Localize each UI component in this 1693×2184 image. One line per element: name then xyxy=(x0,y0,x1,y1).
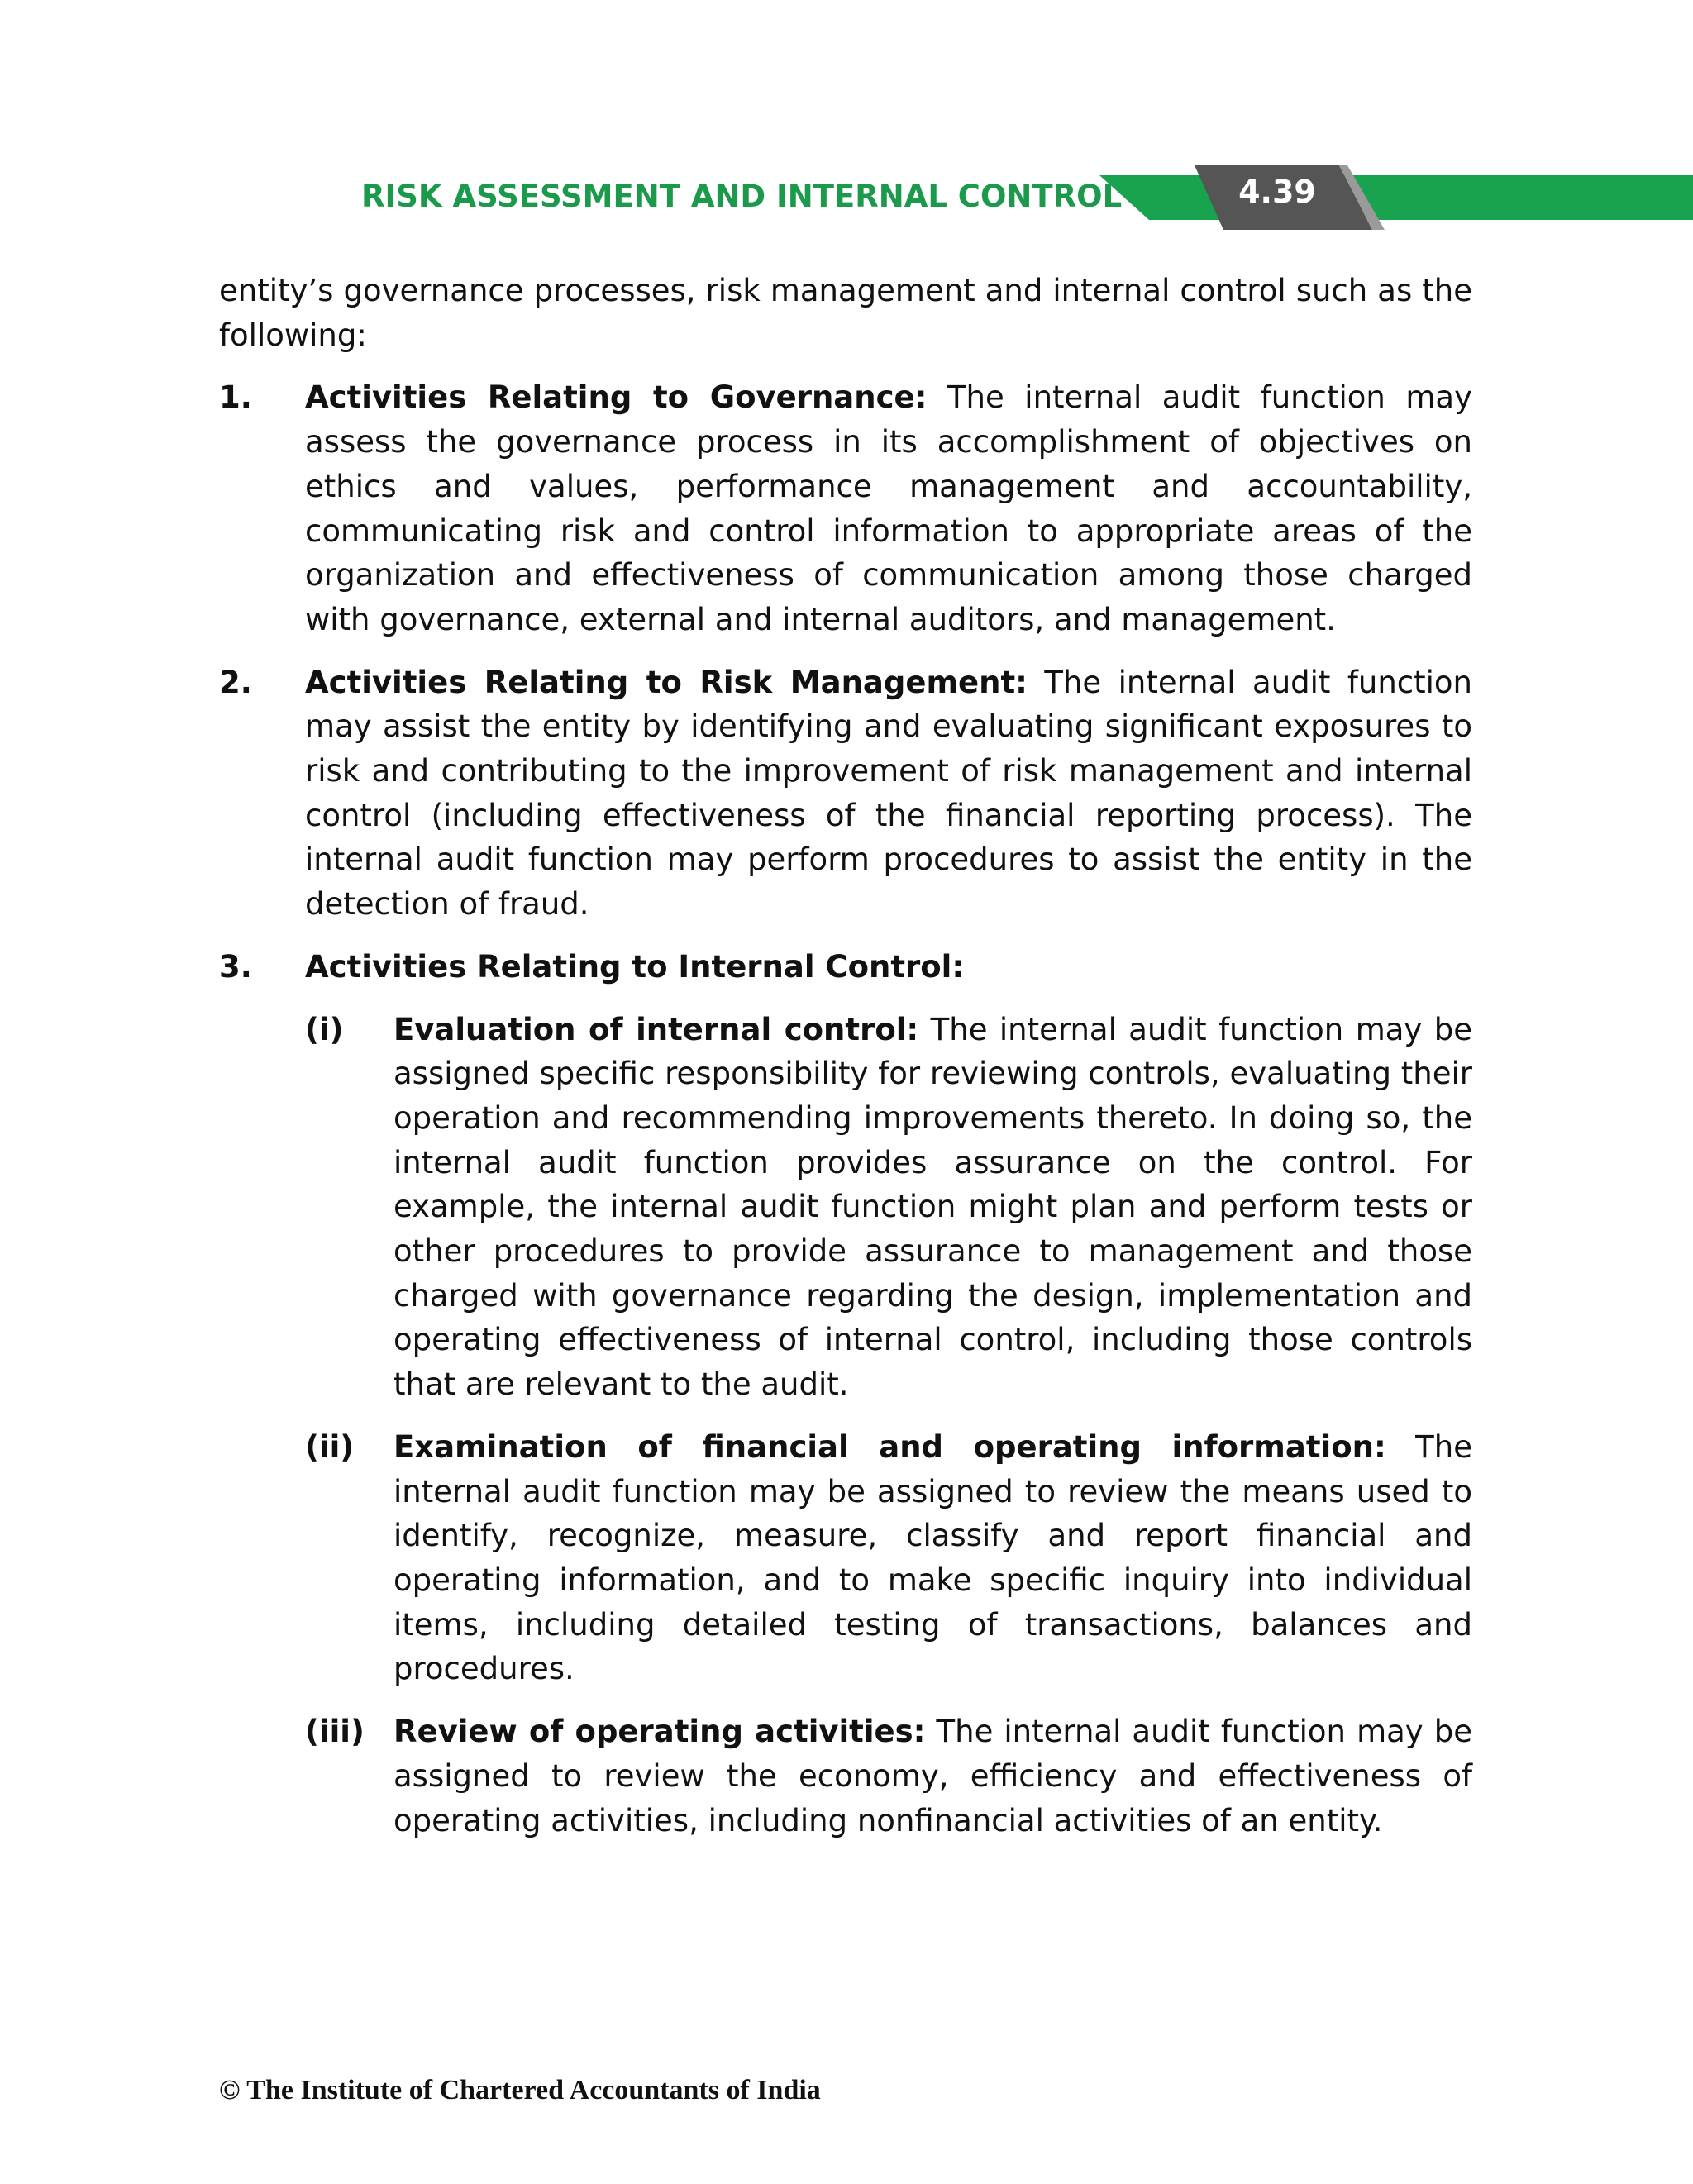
item-text: The internal audit function may assist the entity by identifying and evaluating significant exposures to risk and contributing to the improvement of risk management and internal control (including effectiveness of the financial reporting process). The internal audit function may perform procedures to assist the entity in the detection of fraud. xyxy=(305,664,1472,923)
sub-list-item xyxy=(305,1008,1472,1407)
header-green-band xyxy=(1099,175,1693,220)
subitem-heading: Examination of financial and operating information: xyxy=(393,1428,1386,1465)
sub-list-item xyxy=(305,1425,1472,1691)
intro-paragraph: entity’s governance processes, risk management and internal control such as the following: xyxy=(219,273,1472,353)
list-item xyxy=(219,375,1472,641)
list-item xyxy=(219,660,1472,927)
header-band-graphic xyxy=(1099,165,1693,231)
subitem-heading: Review of operating activities: xyxy=(393,1714,926,1750)
subitem-number: (iii) xyxy=(305,1714,365,1750)
subitem-number: (i) xyxy=(305,1011,344,1047)
page-content xyxy=(219,269,1472,1843)
chapter-title: RISK ASSESSMENT AND INTERNAL CONTROL xyxy=(361,179,1123,214)
item-heading: Activities Relating to Internal Control: xyxy=(305,948,965,985)
subitem-text: The internal audit function may be assigned to review the economy, efficiency and effectiveness of operating activities, including nonfinancial activities of an entity. xyxy=(393,1714,1472,1838)
list-item xyxy=(219,945,1472,989)
subitem-text: The internal audit function may be assigned to review the means used to identify, recognize, measure, classify and report financial and operating information, and to make specific inquiry into individual items, including detailed testing of transactions, balances and procedures. xyxy=(393,1428,1472,1687)
item-number: 3. xyxy=(219,948,252,985)
copyright-footer: © The Institute of Chartered Accountants of India xyxy=(219,2075,821,2105)
sub-list-item xyxy=(305,1710,1472,1843)
subitem-text: The internal audit function may be assigned specific responsibility for reviewing controls, evaluating their operation and recommending improvements thereto. In doing so, the internal audit function provides assurance on the control. For example, the internal audit function might plan and perform tests or other procedures to provide assurance to management and those charged with governance regarding the design, implementation and operating effectiveness of internal control, including those controls that are relevant to the audit. xyxy=(393,1011,1472,1403)
item-text: The internal audit function may assess the governance process in its accomplishment of objectives on ethics and values, performance management and accountability, communicating risk and control information to appropriate areas of the organization and effectiveness of communication among those charged with governance, external and internal auditors, and management. xyxy=(305,379,1472,637)
item-heading: Activities Relating to Risk Management: xyxy=(305,664,1028,700)
item-number: 2. xyxy=(219,664,252,700)
subitem-heading: Evaluation of internal control: xyxy=(393,1011,919,1047)
item-number: 1. xyxy=(219,379,252,416)
page-number: 4.39 xyxy=(1238,174,1316,210)
item-heading: Activities Relating to Governance: xyxy=(305,379,928,416)
subitem-number: (ii) xyxy=(305,1428,355,1465)
